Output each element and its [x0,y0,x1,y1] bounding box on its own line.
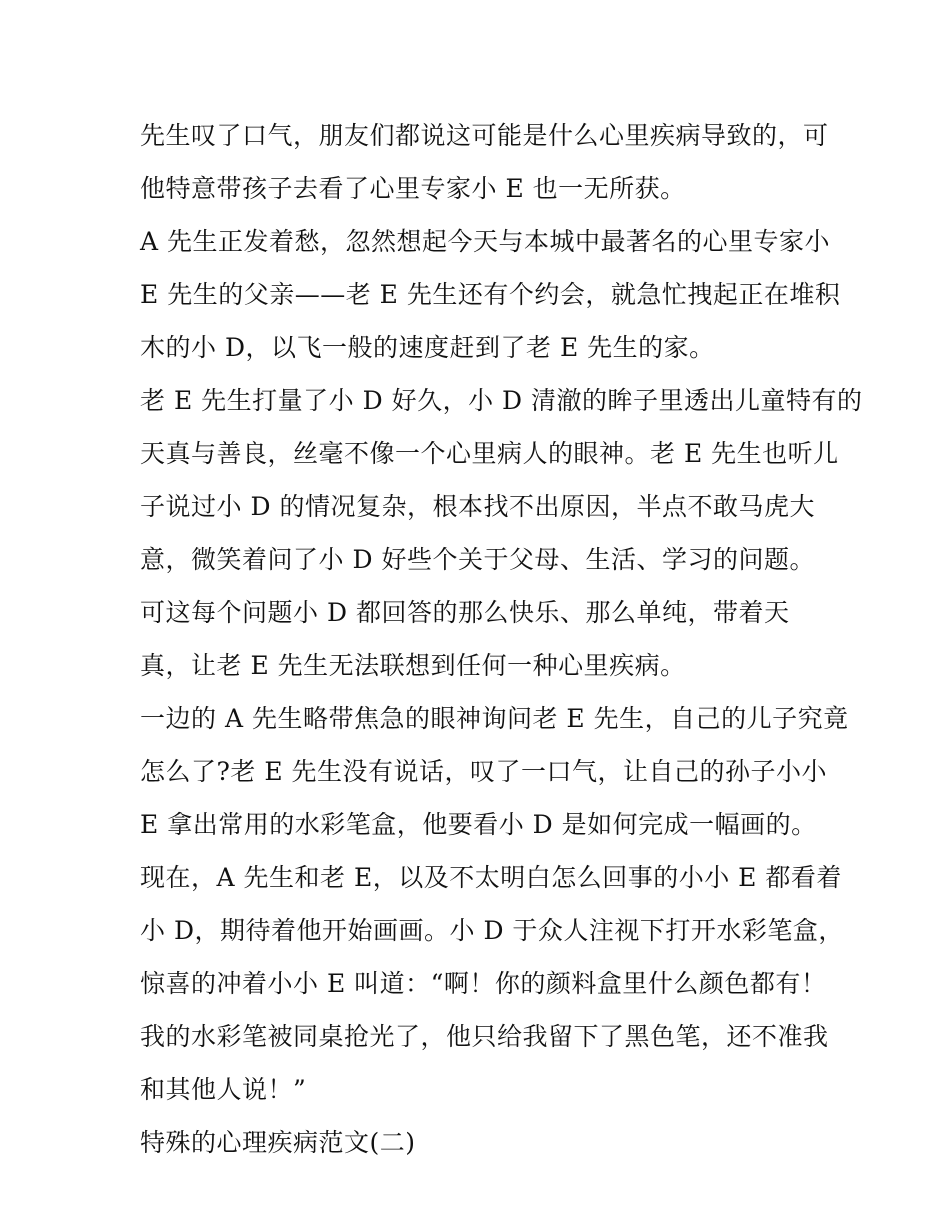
text-line: 子说过小 D 的情况复杂，根本找不出原因，半点不敢马虎大 [140,492,815,521]
text-line: 木的小 D，以飞一般的速度赶到了老 E 先生的家。 [140,333,715,362]
text-line: 意，微笑着问了小 D 好些个关于父母、生活、学习的问题。 [140,545,815,574]
text-line: 真，让老 E 先生无法联想到任何一种心里疾病。 [140,651,686,680]
text-line: 我的水彩笔被同桌抢光了，他只给我留下了黑色笔，还不准我 [140,1022,829,1051]
section-heading: 特殊的心理疾病范文(二) [140,1128,416,1157]
text-line: 现在，A 先生和老 E，以及不太明白怎么回事的小小 E 都看着 [140,863,842,892]
text-line: 惊喜的冲着小小 E 叫道：“啊！你的颜料盒里什么颜色都有！ [140,969,827,998]
text-line: 一边的 A 先生略带焦急的眼神询问老 E 先生，自己的儿子究竟 [140,704,849,733]
text-line: 和其他人说！” [140,1075,307,1104]
text-line: 天真与善良，丝毫不像一个心里病人的眼神。老 E 先生也听儿 [140,439,839,468]
text-line: 老 E 先生打量了小 D 好久，小 D 清澈的眸子里透出儿童特有的 [140,386,863,415]
text-line: E 拿出常用的水彩笔盒，他要看小 D 是如何完成一幅画的。 [140,810,817,839]
article-body [140,109,863,1169]
text-line: 他特意带孩子去看了心里专家小 E 也一无所获。 [140,174,686,203]
text-line: 小 D，期待着他开始画画。小 D 于众人注视下打开水彩笔盒， [140,916,844,945]
text-line: 先生叹了口气，朋友们都说这可能是什么心里疾病导致的，可 [140,121,829,150]
text-line: 怎么了?老 E 先生没有说话，叹了一口气，让自己的孙子小小 [140,757,828,786]
text-line: 可这每个问题小 D 都回答的那么快乐、那么单纯，带着天 [140,598,790,627]
text-line: A 先生正发着愁，忽然想起今天与本城中最著名的心里专家小 [140,227,831,256]
text-line: E 先生的父亲——老 E 先生还有个约会，就急忙拽起正在堆积 [140,280,841,309]
